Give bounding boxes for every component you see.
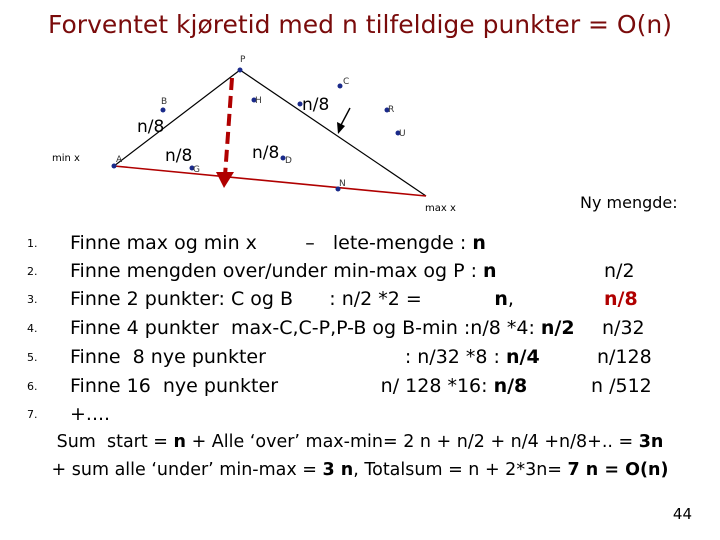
step-number: 1. [27,237,38,250]
page-number: 44 [672,505,692,523]
step-number: 5. [27,351,38,364]
label-b: B [161,97,168,107]
step-text: Finne 8 nye punkter : n/32 *8 : n/4 [70,346,540,368]
label-a: A [116,155,123,165]
point-p [238,68,243,73]
step-text: Finne mengden over/under min-max og P : n [70,260,497,282]
label-n8-lower-left: n/8 [165,146,193,166]
step-row-7 [0,403,720,429]
arrow-head-icon [216,172,234,188]
step-row-2 [0,260,720,286]
step-number: 4. [27,322,38,335]
label-max-x: max x [425,203,456,214]
step-text: Finne max og min x – lete-mengde : n [70,232,486,254]
step-number: 2. [27,265,38,278]
label-r: R [388,105,395,115]
step-row-5 [0,346,720,372]
step-row-1 [0,232,720,258]
label-h: H [255,96,262,106]
step-row-4 [0,317,720,343]
label-n8-upper-left: n/8 [137,117,165,137]
dashed-arrow-line [225,78,232,176]
point-b [161,108,166,113]
label-g: G [193,165,200,175]
step-text: Finne 2 punkter: C og B : n/2 *2 = n, [70,288,514,310]
step-number: 7. [27,408,38,421]
new-set-heading: Ny mengde: [580,193,678,212]
label-min-x: min x [52,153,80,164]
label-n: N [339,179,346,189]
label-p: P [240,55,246,65]
new-set-value: n /512 [591,375,652,397]
sum-line-2: + sum alle ‘under’ min-max = 3 n, Totalsum = n + 2*3n= 7 n = O(n) [51,460,669,480]
step-number: 6. [27,380,38,393]
slide-title: Forventet kjøretid med n tilfeldige punkter = O(n) [48,10,672,39]
step-text: +.... [70,403,111,425]
new-set-value: n/32 [602,317,645,339]
label-u: U [399,129,406,139]
step-number: 3. [27,293,38,306]
sum-line-1: Sum start = n + Alle ‘over’ max-min= 2 n + n/2 + n/4 +n/8+.. = 3n [56,432,664,452]
edge-min-max [114,166,426,196]
new-set-value: n/8 [604,288,638,310]
small-arrow-line [341,108,350,125]
label-n8-upper-right: n/8 [302,95,330,115]
label-c: C [343,77,350,87]
point-c [338,84,343,89]
step-text: Finne 16 nye punkter n/ 128 *16: n/8 [70,375,528,397]
new-set-value: n/2 [604,260,635,282]
label-n8-lower-right: n/8 [252,143,280,163]
label-d: D [285,156,292,166]
new-set-value: n/128 [597,346,652,368]
step-text: Finne 4 punkter max-C,C-P,P-B og B-min :n/8 *4: n/2 [70,317,575,339]
step-row-3 [0,288,720,314]
step-row-6 [0,375,720,401]
